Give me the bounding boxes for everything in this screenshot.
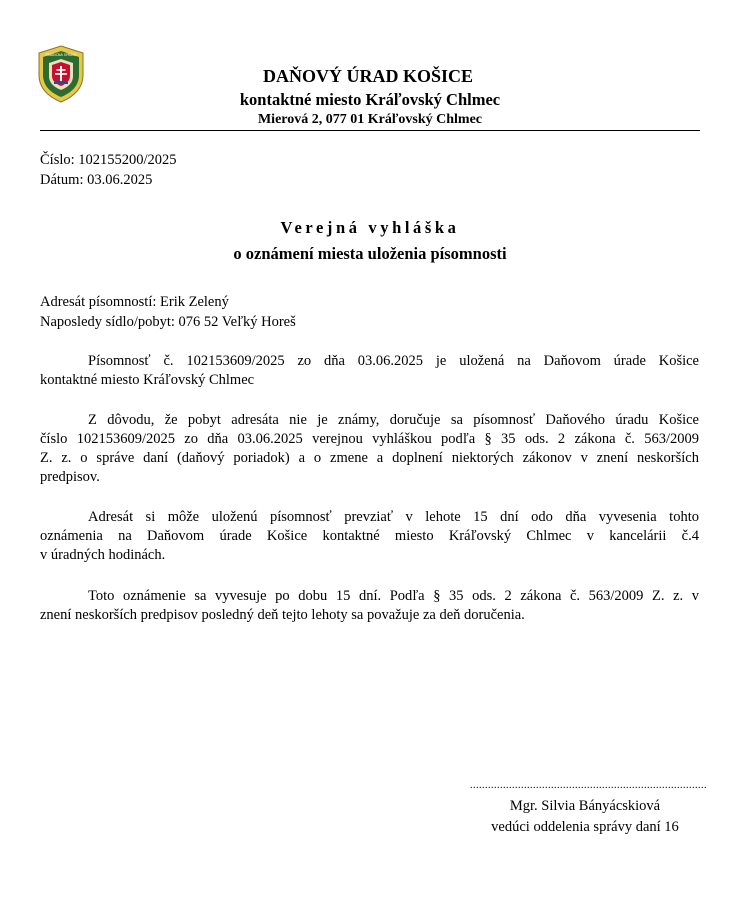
paragraph-storage-notice [40, 352, 699, 390]
paragraph-line: Z dôvodu, že pobyt adresáta nie je známy, doručuje sa písomnosť Daňového úradu Košice [88, 412, 699, 428]
paragraph-line: predpisov. [40, 469, 100, 485]
document-subtitle: o oznámení miesta uloženia písomnosti [233, 244, 507, 263]
addressee-residence: Naposledy sídlo/pobyt: 076 52 Veľký Horeš [40, 314, 296, 330]
paragraph-posting-period [40, 587, 699, 625]
svg-text:FINANČNÁ SPRÁVA: FINANČNÁ SPRÁVA [45, 53, 77, 57]
office-address: Mierová 2, 077 01 Kráľovský Chlmec [257, 112, 483, 127]
document-date: Dátum: 03.06.2025 [40, 172, 153, 188]
paragraph-line: v úradných hodinách. [40, 547, 166, 563]
signatory-position: vedúci oddelenia správy daní 16 [491, 819, 679, 835]
paragraph-line: kontaktné miesto Kráľovský Chlmec [40, 372, 255, 388]
paragraph-line: číslo 102153609/2025 zo dňa 03.06.2025 verejnou vyhláškou podľa § 35 ods. 2 zákona č. 563/2009 [40, 431, 699, 447]
signature-line: ............................................................................... [470, 780, 707, 791]
document-number: Číslo: 102155200/2025 [40, 152, 177, 168]
paragraph-line: znení neskorších predpisov posledný deň tejto lehoty sa považuje za deň doručenia. [40, 607, 525, 623]
office-name: DAŇOVÝ ÚRAD KOŠICE [262, 66, 473, 86]
paragraph-line: Adresát si môže uloženú písomnosť prevziať v lehote 15 dní odo dňa vyvesenia tohto [88, 509, 699, 525]
paragraph-line: Písomnosť č. 102153609/2025 zo dňa 03.06.2025 je uložená na Daňovom úrade Košice [88, 353, 699, 369]
paragraph-line: Z. z. o správe daní (daňový poriadok) a o zmene a doplnení niektorých zákonov v znení neskorších [40, 450, 699, 466]
paragraph-line: Toto oznámenie sa vyvesuje po dobu 15 dní. Podľa § 35 ods. 2 zákona č. 563/2009 Z. z. v [88, 588, 699, 604]
document-title: Verejná vyhláška [280, 218, 460, 237]
signatory-name: Mgr. Silvia Bányácskiová [509, 798, 661, 814]
paragraph-legal-basis [40, 411, 699, 487]
contact-point: kontaktné miesto Kráľovský Chlmec [239, 90, 501, 109]
paragraph-pickup [40, 508, 699, 565]
header-divider [40, 130, 700, 131]
paragraph-line: oznámenia na Daňovom úrade Košice kontaktné miesto Kráľovský Chlmec v kancelárii č.4 [40, 528, 699, 544]
addressee-name: Adresát písomností: Erik Zelený [40, 294, 229, 310]
